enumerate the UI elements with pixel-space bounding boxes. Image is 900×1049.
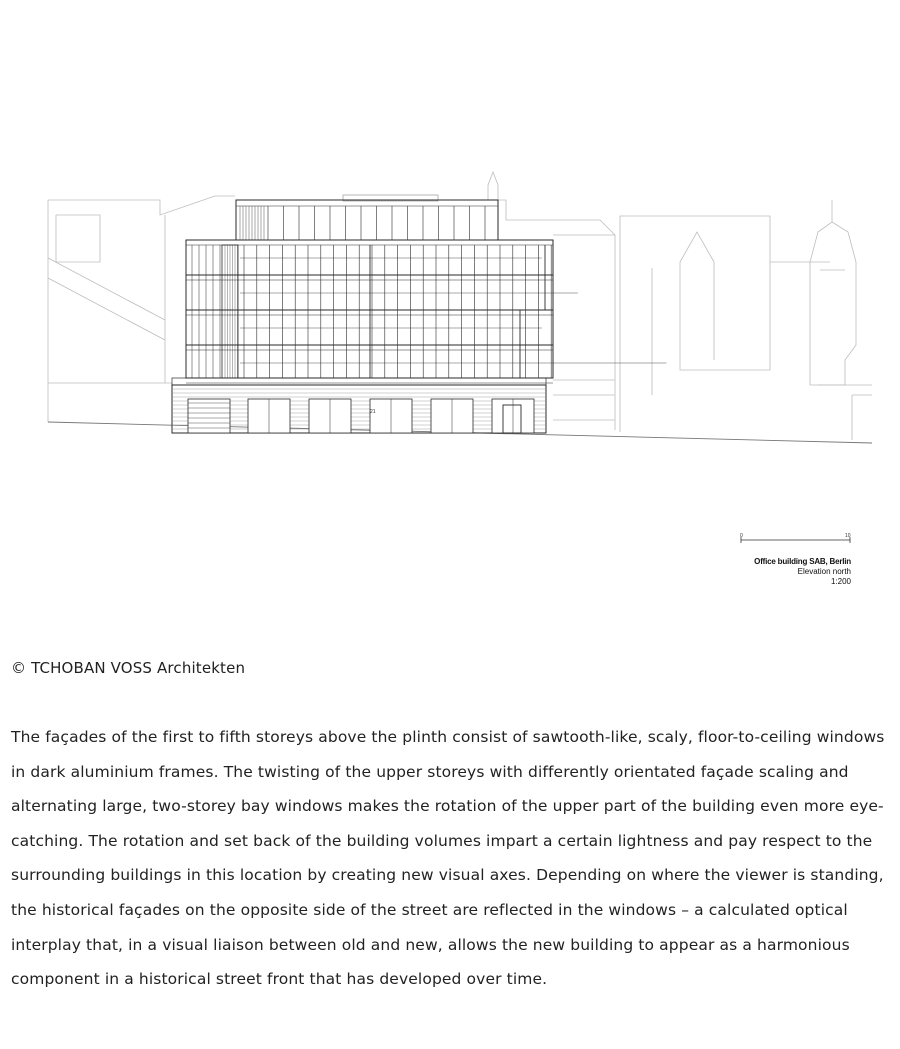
image-credit: © TCHOBAN VOSS Architekten xyxy=(11,659,246,677)
neighbour-right-building xyxy=(620,200,872,440)
drawing-caption xyxy=(754,557,851,587)
body-paragraph: The façades of the first to fifth storeys above the plinth consist of sawtooth-like, scaly, floor-to-ceiling windows in dark aluminium frames. The twisting of the upper storeys with differently orientated façade scaling and alternating large, two-storey bay windows makes the rotation of the upper part of the building even more eye-catching. The rotation and set back of the building volumes impart a certain lightness and pay respect to the surrounding buildings in this location by creating new visual axes. Depending on where the viewer is standing, the historical façades on the opposite side of the street are reflected in the windows – a calculated optical interplay that, in a visual liaison between old and new, allows the new building to appear as a harmonious component in a historical street front that has developed over time. xyxy=(11,728,885,989)
drawing-caption-view: Elevation north xyxy=(797,567,851,576)
terrace-railing xyxy=(172,378,546,385)
scale-bar xyxy=(741,537,850,543)
drawing-caption-scale: 1:200 xyxy=(830,577,851,586)
scale-end-label: 10 xyxy=(845,533,851,539)
door-number: 21 xyxy=(370,409,376,415)
upper-storeys-outline xyxy=(186,240,553,378)
neighbour-left-building xyxy=(48,196,235,422)
drawing-caption-title: Office building SAB, Berlin xyxy=(754,557,851,566)
main-building xyxy=(172,195,666,433)
scale-start-label: 0 xyxy=(740,533,743,539)
